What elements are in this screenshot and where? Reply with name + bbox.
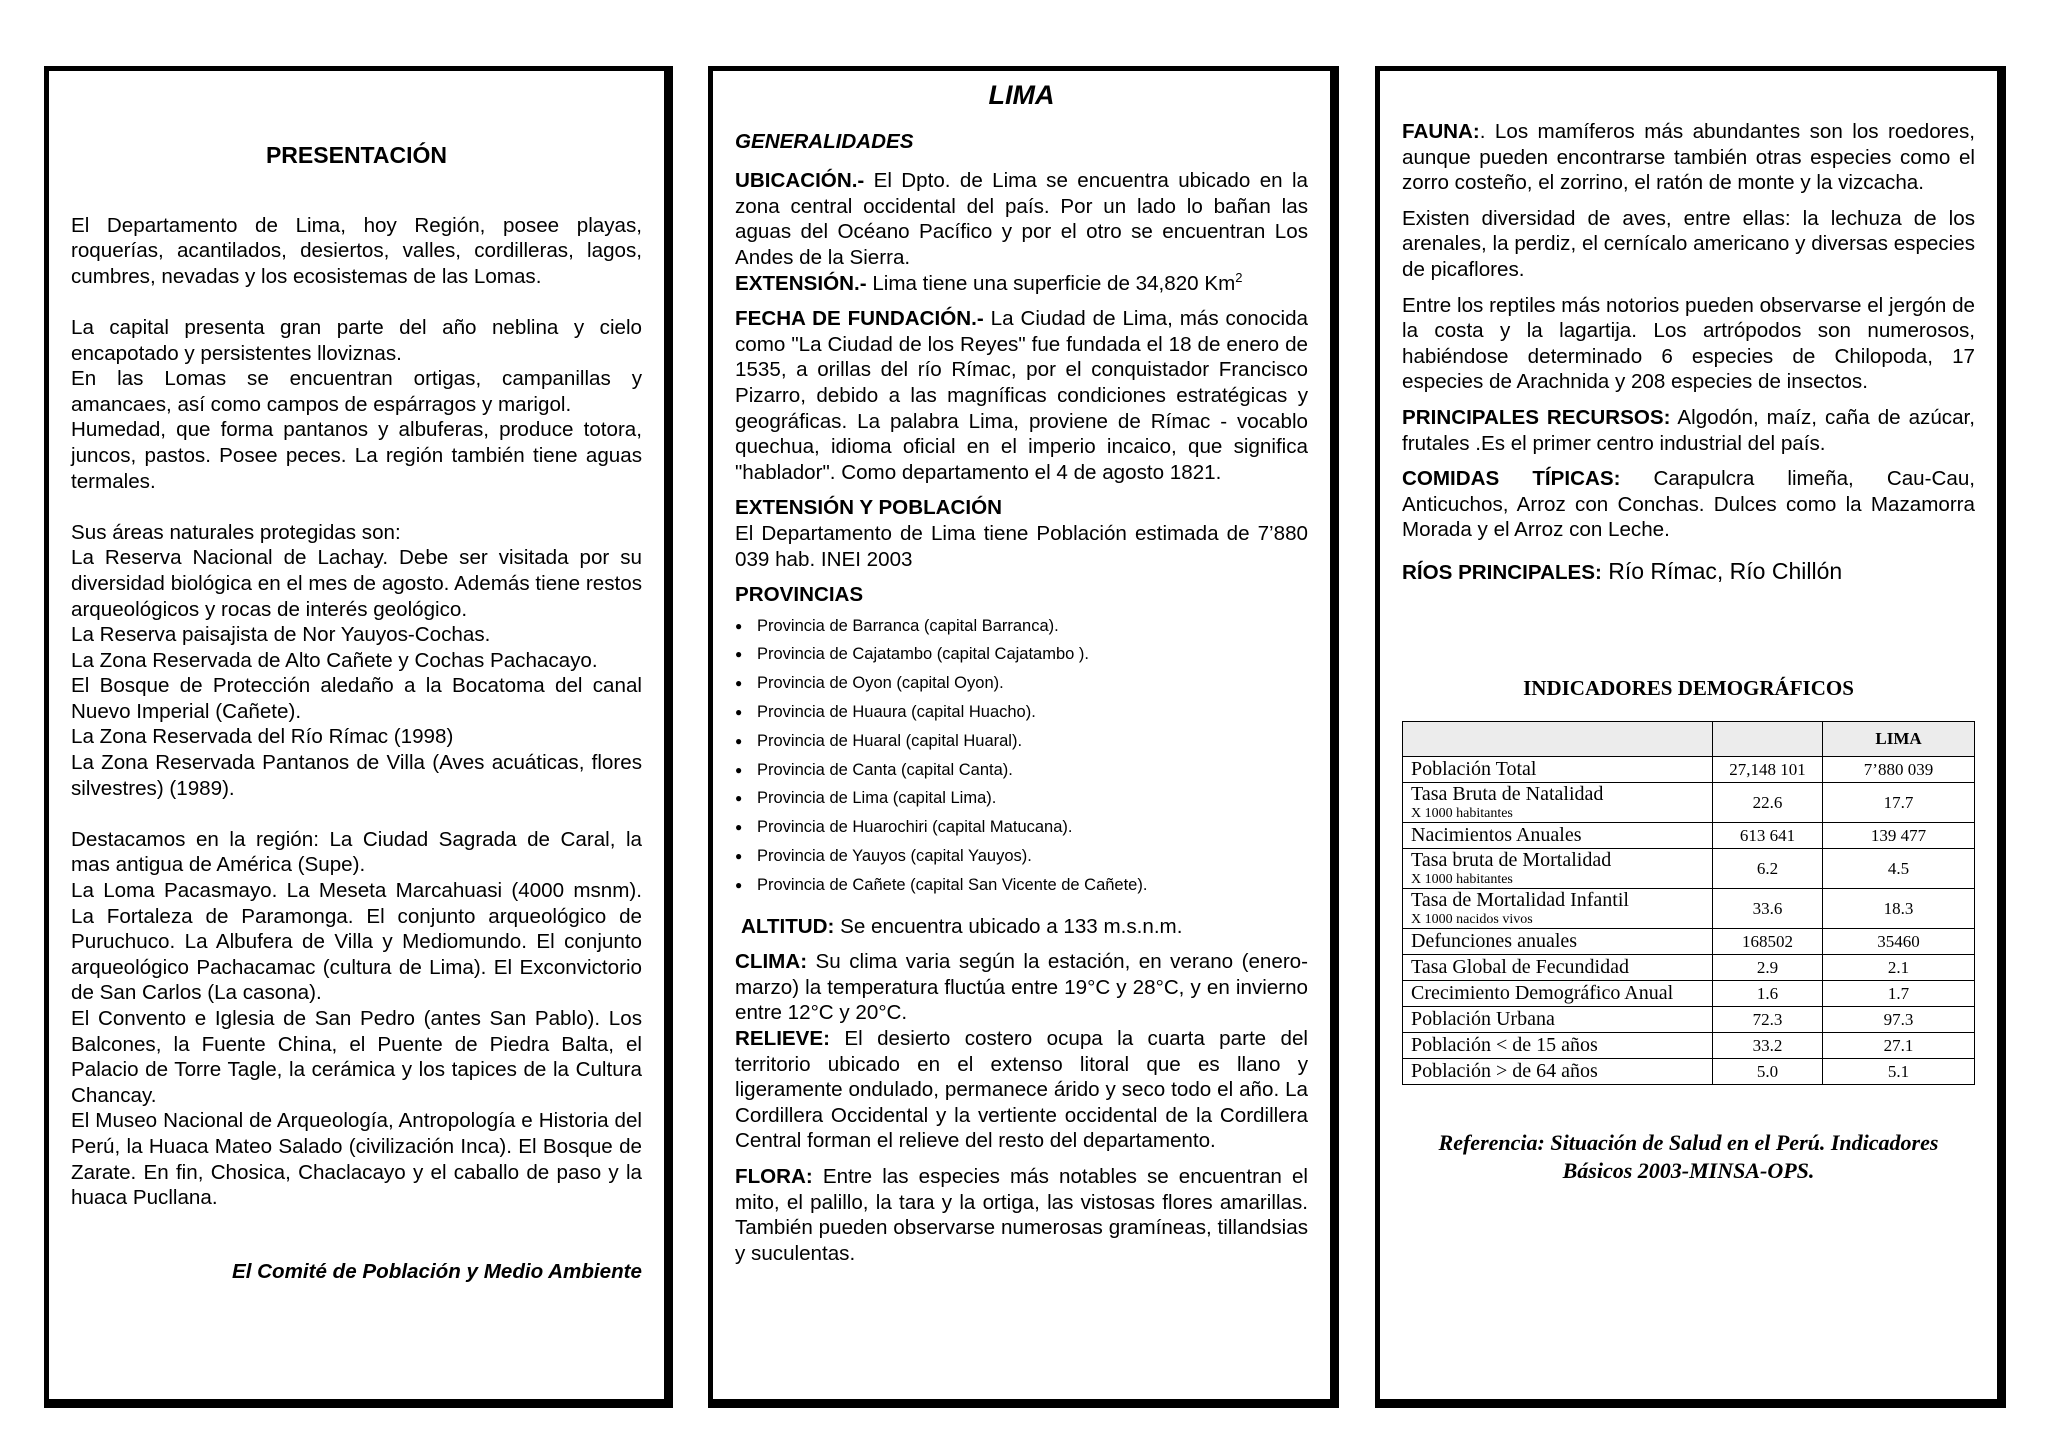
value-cell: 5.0 — [1713, 1059, 1823, 1085]
value-cell: 2.9 — [1713, 955, 1823, 981]
protected-areas-intro: Sus áreas naturales protegidas son: — [71, 520, 401, 544]
value-cell: 168502 — [1713, 929, 1823, 955]
ubicacion-text: El Dpto. de Lima se encuentra ubicado en la zona central occidental del país. Por un lado lo bañan las aguas del Océano Pacífico y por el otro se encuentran Los Andes de la Sierra. — [735, 169, 1308, 269]
highlight-caral: Destacamos en la región: La Ciudad Sagrada de Caral, la mas antigua de América (Supe). — [71, 827, 642, 877]
relieve-text: El desierto costero ocupa la cuarta parte del territorio ubicado en el extenso litoral que es llano y ligeramente ondulado, permanece árido y seco todo el año. La Cordillera Occidental y la vertiente occidental de la Cordillera Central forman el relieve del resto del departamento. — [735, 1027, 1308, 1153]
table-row — [1403, 783, 1975, 823]
indicator-label: Población Urbana — [1411, 1008, 1555, 1031]
aves-paragraph: Existen diversidad de aves, entre ellas: la lechuza de los arenales, la perdiz, el cernícalo americano y diversas especies de picaflores. — [1402, 206, 1975, 281]
table-row — [1403, 929, 1975, 955]
altitud-label: ALTITUD: — [741, 914, 835, 938]
panel-presentacion — [44, 66, 673, 1408]
protected-area-alto-canete: La Zona Reservada de Alto Cañete y Cochas Pachacayo. — [71, 648, 598, 672]
indicator-label-cell — [1403, 1033, 1713, 1059]
clima-label: CLIMA: — [735, 950, 808, 974]
poblacion-text: El Departamento de Lima tiene Población estimada de 7’880 039 hab. INEI 2003 — [735, 521, 1308, 571]
value-cell-lima: 27.1 — [1823, 1033, 1975, 1059]
indicator-unit: X 1000 habitantes — [1411, 872, 1513, 888]
reference-note: Referencia: Situación de Salud en el Perú. Indicadores Básicos 2003-MINSA-OPS. — [1438, 1130, 1939, 1184]
indicator-label: Tasa Global de Fecundidad — [1411, 956, 1629, 979]
indicadores-title: INDICADORES DEMOGRÁFICOS — [1523, 675, 1854, 700]
recursos-section — [1402, 405, 1975, 456]
indicator-label: Población < de 15 años — [1411, 1034, 1598, 1057]
list-item: ● Provincia de Oyon (capital Oyon). — [735, 669, 1308, 698]
indicator-label-cell — [1403, 757, 1713, 783]
indicadores-table — [1402, 721, 1975, 1085]
panel-lima — [708, 66, 1339, 1408]
lomas-paragraph: En las Lomas se encuentran ortigas, campanillas y amancaes, así como campos de espárragos y marigol. — [71, 367, 642, 416]
extension-label: EXTENSIÓN.- — [735, 271, 867, 295]
altitud-text: Se encuentra ubicado a 133 m.s.n.m. — [834, 914, 1183, 938]
header-cell — [1713, 722, 1823, 757]
ubicacion-section — [735, 168, 1308, 270]
indicator-label-cell — [1403, 955, 1713, 981]
value-cell-lima: 5.1 — [1823, 1059, 1975, 1085]
indicator-label-cell — [1403, 849, 1713, 889]
value-cell: 22.6 — [1713, 783, 1823, 823]
climate-paragraph: La capital presenta gran parte del año neblina y cielo encapotado y persistentes lloviznas. — [71, 315, 642, 365]
panel-fauna-content — [1402, 119, 1975, 1185]
protected-area-bocatoma: El Bosque de Protección aledaño a la Bocatoma del canal Nuevo Imperial (Cañete). — [71, 674, 642, 723]
indicator-unit: X 1000 nacidos vivos — [1411, 912, 1533, 928]
panel-presentacion-content — [71, 71, 642, 1284]
generalidades-heading: GENERALIDADES — [735, 129, 914, 153]
fundacion-section — [735, 306, 1308, 485]
extension-section — [735, 271, 1308, 297]
indicator-label: Nacimientos Anuales — [1411, 824, 1582, 847]
extension-text: Lima tiene una superficie de 34,820 Km — [866, 271, 1236, 295]
value-cell-lima: 139 477 — [1823, 823, 1975, 849]
value-cell: 6.2 — [1713, 849, 1823, 889]
value-cell: 72.3 — [1713, 1007, 1823, 1033]
intro-paragraph: El Departamento de Lima, hoy Región, posee playas, roquerías, acantilados, desiertos, valles, cordilleras, lagos, cumbres, nevadas y los ecosistemas de las Lomas. — [71, 213, 642, 288]
list-item: ● Provincia de Canta (capital Canta). — [735, 756, 1308, 785]
table-row — [1403, 955, 1975, 981]
protected-area-rimac: La Zona Reservada del Río Rímac (1998) — [71, 725, 454, 749]
highlight-loma: La Loma Pacasmayo. La Meseta Marcahuasi (4000 msnm). La Fortaleza de Paramonga. El conjunto arqueológico de Puruchuco. La Albufera de Villa y Mediomundo. El conjunto arqueológico Pachacamac (cultura de Lima). El Exconvictorio de San Carlos (La casona). — [71, 879, 642, 1005]
indicator-label-cell — [1403, 783, 1713, 823]
clima-section — [735, 949, 1308, 1026]
fauna-label: FAUNA: — [1402, 120, 1480, 143]
list-item: ● Provincia de Lima (capital Lima). — [735, 784, 1308, 813]
value-cell: 1.6 — [1713, 981, 1823, 1007]
rios-label: RÍOS PRINCIPALES: — [1402, 560, 1602, 584]
value-cell-lima: 18.3 — [1823, 889, 1975, 929]
relieve-section — [735, 1026, 1308, 1154]
indicator-label: Defunciones anuales — [1411, 930, 1578, 953]
indicator-label: Tasa bruta de Mortalidad — [1411, 849, 1612, 872]
value-cell: 27,148 101 — [1713, 757, 1823, 783]
fauna-section — [1402, 119, 1975, 196]
flora-label: FLORA: — [735, 1165, 813, 1188]
comidas-text: Carapulcra limeña, Cau-Cau, Anticuchos, Arroz con Conchas. Dulces como la Mazamorra Morada y el Arroz con Leche. — [1402, 467, 1975, 542]
fauna-text: . Los mamíferos más abundantes son los roedores, aunque pueden encontrarse también otras especies como el zorro costeño, el zorrino, el ratón de monte y la vizcacha. — [1402, 120, 1975, 195]
value-cell: 33.2 — [1713, 1033, 1823, 1059]
value-cell-lima: 97.3 — [1823, 1007, 1975, 1033]
value-cell-lima: 4.5 — [1823, 849, 1975, 889]
rios-section — [1402, 559, 1975, 586]
highlight-convento: El Convento e Iglesia de San Pedro (antes San Pablo). Los Balcones, la Fuente China, el Puente de Piedra Balta, el Palacio de Torre Tagle, la cerámica y los tapices de la Cultura Chancay. — [71, 1007, 642, 1107]
provincias-list — [735, 612, 1308, 900]
comidas-label: COMIDAS TÍPICAS: — [1402, 467, 1621, 491]
indicator-label: Población > de 64 años — [1411, 1060, 1598, 1083]
list-item: ● Provincia de Huaral (capital Huaral). — [735, 727, 1308, 756]
indicator-label-cell — [1403, 823, 1713, 849]
table-row — [1403, 849, 1975, 889]
clima-text: Su clima varia según la estación, en verano (enero-marzo) la temperatura fluctúa entre 19°C y 28°C, y en invierno entre 12°C y 20°C. — [735, 950, 1308, 1025]
panel-fauna-indicadores — [1375, 66, 2006, 1408]
table-row — [1403, 757, 1975, 783]
value-cell-lima: 35460 — [1823, 929, 1975, 955]
protected-area-lachay: La Reserva Nacional de Lachay. Debe ser visitada por su diversidad biológica en el mes de agosto. Además tiene restos arqueológicos y rocas de interés geológico. — [71, 546, 642, 621]
panel-lima-content — [735, 71, 1308, 1266]
table-row — [1403, 823, 1975, 849]
value-cell: 33.6 — [1713, 889, 1823, 929]
indicator-label: Población Total — [1411, 758, 1537, 781]
reptiles-paragraph: Entre los reptiles más notorios pueden observarse el jergón de la costa y la lagartija. Los artrópodos son numerosos, habiéndose determinado 6 especies de Chilopoda, 17 especies de Arachnida y 208 especies de insectos. — [1402, 293, 1975, 394]
indicator-label-cell — [1403, 981, 1713, 1007]
extension-superscript: 2 — [1235, 269, 1243, 285]
indicator-label: Crecimiento Demográfico Anual — [1411, 982, 1674, 1005]
value-cell-lima: 2.1 — [1823, 955, 1975, 981]
indicator-label: Tasa de Mortalidad Infantil — [1411, 889, 1629, 912]
table-header-row — [1403, 722, 1975, 757]
relieve-label: RELIEVE: — [735, 1027, 830, 1051]
value-cell-lima: 1.7 — [1823, 981, 1975, 1007]
indicator-label-cell — [1403, 929, 1713, 955]
recursos-text: Algodón, maíz, caña de azúcar, frutales .Es el primer centro industrial del país. — [1402, 405, 1975, 455]
indicator-label-cell — [1403, 889, 1713, 929]
fundacion-label: FECHA DE FUNDACIÓN.- — [735, 307, 984, 331]
list-item: ● Provincia de Barranca (capital Barranca). — [735, 612, 1308, 641]
value-cell-lima: 7’880 039 — [1823, 757, 1975, 783]
list-item: ● Provincia de Huarochiri (capital Matucana). — [735, 813, 1308, 842]
altitud-section — [741, 914, 1308, 940]
protected-area-villa: La Zona Reservada Pantanos de Villa (Aves acuáticas, flores silvestres) (1989). — [71, 751, 642, 800]
indicadores-table-body — [1403, 757, 1975, 1085]
table-row — [1403, 889, 1975, 929]
fundacion-text: La Ciudad de Lima, más conocida como "La Ciudad de los Reyes" fue fundada el 18 de enero de 1535, a orillas del río Rímac, por el conquistador Francisco Pizarro, debido a las magníficas condiciones estratégicas y geográficas. La palabra Lima, proviene de Rímac - vocablo quechua, idioma oficial en el imperio incaico, que significa "hablador". Como departamento el 4 de agosto 1821. — [735, 307, 1308, 484]
indicator-label-cell — [1403, 1007, 1713, 1033]
protected-area-nor-yauyos: La Reserva paisajista de Nor Yauyos-Cochas. — [71, 623, 491, 647]
ubicacion-label: UBICACIÓN.- — [735, 169, 865, 193]
list-item: ● Provincia de Huaura (capital Huacho). — [735, 698, 1308, 727]
table-row — [1403, 1007, 1975, 1033]
signature: El Comité de Población y Medio Ambiente — [231, 1259, 642, 1283]
list-item: ● Provincia de Yauyos (capital Yauyos). — [735, 842, 1308, 871]
presentacion-title: PRESENTACIÓN — [265, 142, 448, 168]
list-item: ● Provincia de Cañete (capital San Vicente de Cañete). — [735, 871, 1308, 900]
highlight-museo: El Museo Nacional de Arqueología, Antropología e Historia del Perú, la Huaca Mateo Salado (civilización Inca). El Bosque de Zarate. En fin, Chosica, Chaclacayo y el caballo de paso y la huaca Pucllana. — [71, 1109, 642, 1210]
comidas-section — [1402, 466, 1975, 543]
recursos-label: PRINCIPALES RECURSOS: — [1402, 405, 1671, 429]
provincias-heading: PROVINCIAS — [735, 583, 864, 607]
table-row — [1403, 1059, 1975, 1085]
rios-text: Río Rímac, Río Chillón — [1601, 557, 1843, 584]
indicator-label-cell — [1403, 1059, 1713, 1085]
table-row — [1403, 981, 1975, 1007]
flora-text: Entre las especies más notables se encuentran el mito, el palillo, la tara y la ortiga, las vistosas flores amarillas. También pueden observarse numerosas gramíneas, tillandsias y suculentas. — [735, 1165, 1308, 1265]
header-cell — [1403, 722, 1713, 757]
table-row — [1403, 1033, 1975, 1059]
lima-title: LIMA — [988, 80, 1055, 110]
humidity-paragraph: Humedad, que forma pantanos y albuferas, produce totora, juncos, pastos. Posee peces. La región también tiene aguas termales. — [71, 418, 642, 493]
header-cell-lima: LIMA — [1823, 722, 1975, 757]
flora-section — [735, 1164, 1308, 1266]
value-cell-lima: 17.7 — [1823, 783, 1975, 823]
indicator-unit: X 1000 habitantes — [1411, 806, 1513, 822]
list-item: ● Provincia de Cajatambo (capital Cajatambo ). — [735, 640, 1308, 669]
poblacion-heading: EXTENSIÓN Y POBLACIÓN — [735, 496, 1003, 520]
value-cell: 613 641 — [1713, 823, 1823, 849]
indicator-label: Tasa Bruta de Natalidad — [1411, 783, 1604, 806]
